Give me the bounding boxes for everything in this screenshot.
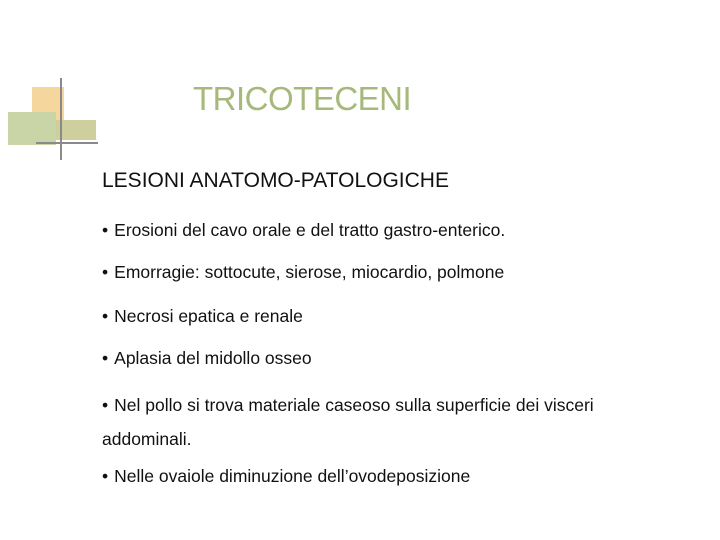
- deco-square-white: [64, 88, 88, 120]
- bullet-item: [102, 462, 470, 490]
- slide-subtitle: LESIONI ANATOMO-PATOLOGICHE: [102, 169, 449, 192]
- bullet-text: Nel pollo si trova materiale caseoso sulla superficie dei visceri addominali.: [102, 395, 594, 449]
- bullet-text: Emorragie: sottocute, sierose, miocardio, polmone: [114, 262, 505, 282]
- bullet-text: Nelle ovaiole diminuzione dell’ovodeposizione: [114, 466, 471, 486]
- bullet-item: [102, 216, 505, 244]
- bullet-dot: •: [102, 220, 109, 240]
- bullet-text: Necrosi epatica e renale: [114, 306, 303, 326]
- bullet-item: [102, 344, 312, 372]
- bullet-item: [102, 258, 504, 286]
- bullet-dot: •: [102, 395, 109, 415]
- bullet-dot: •: [102, 262, 109, 282]
- bullet-dot: •: [102, 306, 109, 326]
- corner-decoration: [0, 0, 110, 170]
- bullet-item: [102, 388, 682, 456]
- bullet-dot: •: [102, 348, 109, 368]
- bullet-text: Aplasia del midollo osseo: [114, 348, 312, 368]
- bullet-item: [102, 302, 303, 330]
- deco-square-green: [8, 112, 56, 145]
- bullet-text: Erosioni del cavo orale e del tratto gastro-enterico.: [114, 220, 506, 240]
- bullet-dot: •: [102, 466, 109, 486]
- slide-title: TRICOTECENI: [193, 80, 412, 117]
